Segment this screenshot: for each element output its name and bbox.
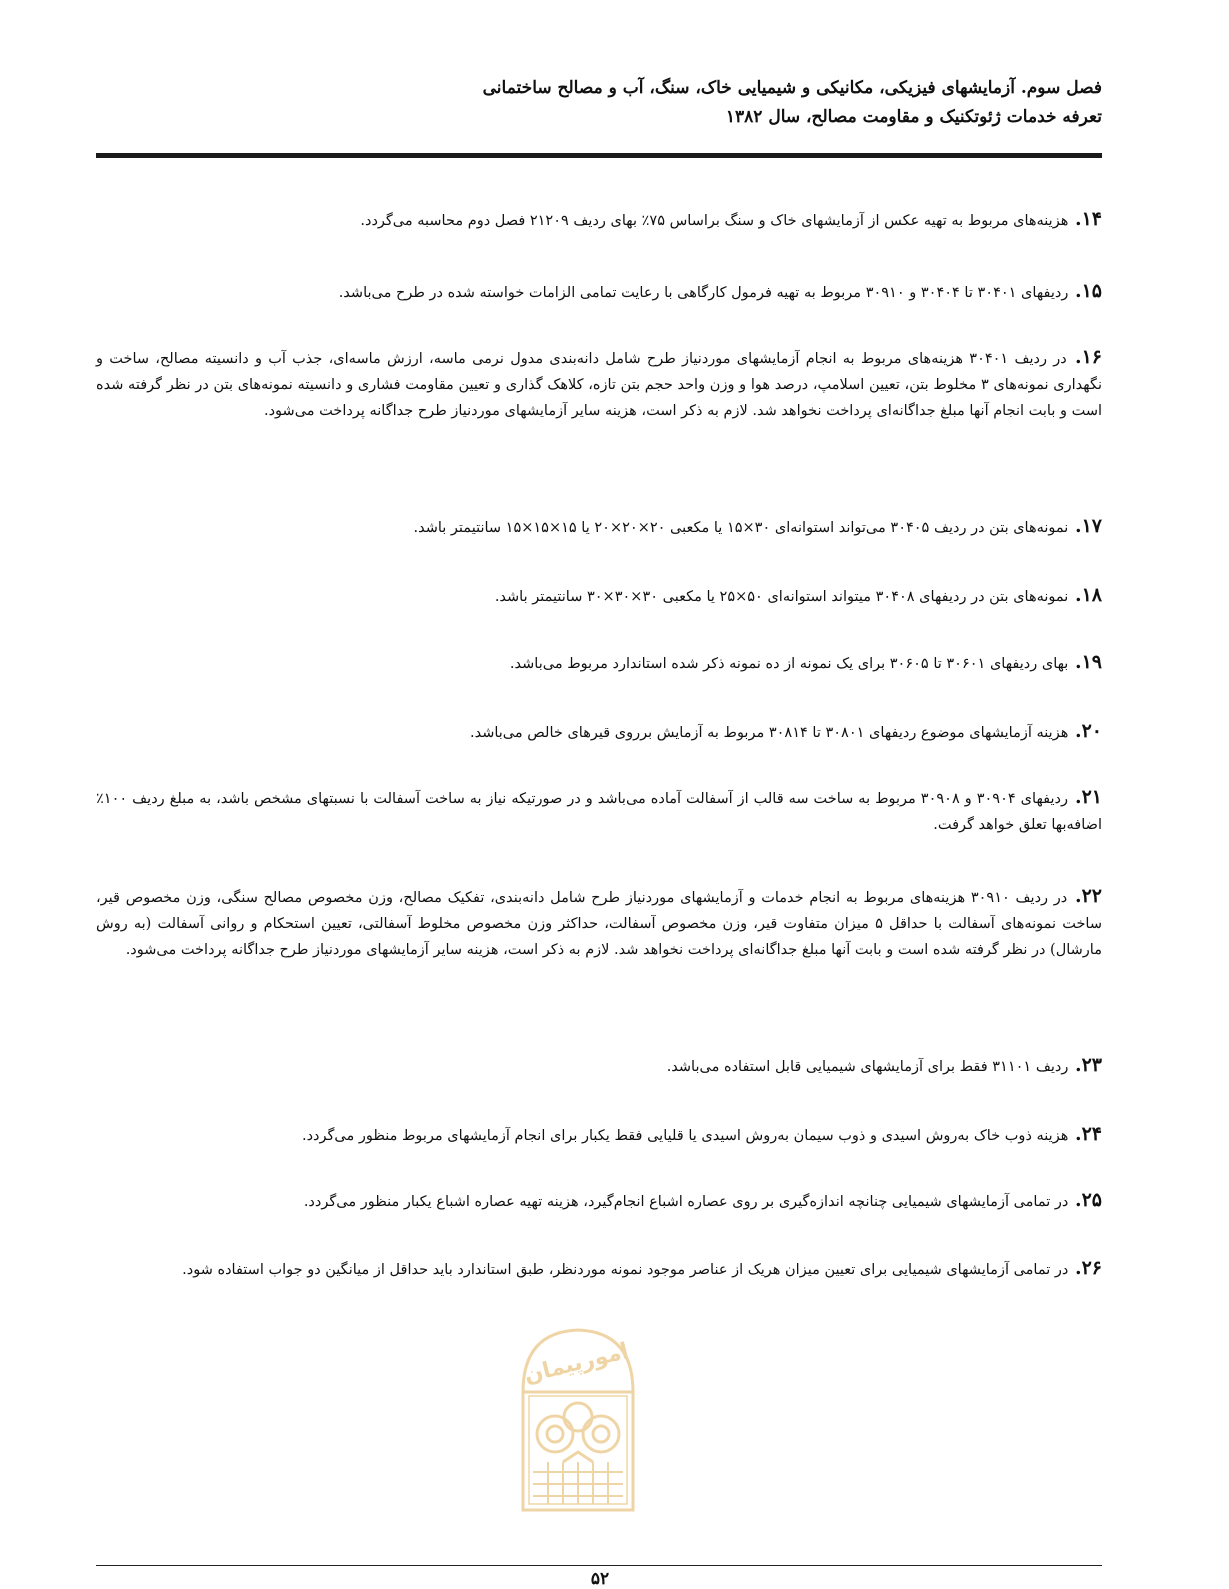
note-number: ۱۷. [1074,515,1102,537]
note-text: نمونه‌های بتن در ردیف ۳۰۴۰۵ می‌تواند استوانه‌ای ۳۰×۱۵ یا مکعبی ۲۰×۲۰×۲۰ یا ۱۵×۱۵×۱۵ سانتیمتر باشد. [413,520,1069,536]
note-21 [96,784,1102,838]
scale-icon [563,1452,593,1462]
gear-icon [537,1416,573,1452]
note-25 [96,1187,1102,1215]
note-number: ۱۸. [1074,584,1102,606]
note-number: ۱۹. [1074,651,1102,673]
gear-hub-icon [593,1426,609,1442]
note-22 [96,883,1102,963]
note-number: ۱۶. [1074,346,1103,368]
note-26 [96,1255,1102,1283]
note-number: ۲۰. [1074,720,1102,742]
note-text: در تمامی آزمایشهای شیمیایی چنانچه اندازه‌گیری بر روی عصاره اشباع انجام‌گیرد، هزینه تهیه عصاره اشباع یکبار منظور می‌گردد. [303,1194,1069,1210]
note-text: هزینه آزمایشهای موضوع ردیفهای ۳۰۸۰۱ تا ۳۰۸۱۴ مربوط به آزمایش برروی قیرهای خالص می‌باشد. [469,725,1069,741]
note-18 [96,582,1102,610]
note-text: نمونه‌های بتن در ردیفهای ۳۰۴۰۸ میتواند استوانه‌ای ۵۰×۲۵ یا مکعبی ۳۰×۳۰×۳۰ سانتیمتر باشد. [494,589,1069,605]
note-20 [96,718,1102,746]
note-number: ۲۴. [1074,1123,1102,1145]
note-number: ۲۱. [1074,786,1103,808]
note-text: ردیف ۳۱۱۰۱ فقط برای آزمایشهای شیمیایی قابل استفاده می‌باشد. [666,1059,1069,1075]
note-23 [96,1052,1102,1080]
note-number: ۲۵. [1074,1189,1102,1211]
note-14 [96,206,1102,234]
note-24 [96,1121,1102,1149]
note-text: در ردیف ۳۰۴۰۱ هزینه‌های مربوط به انجام آزمایشهای موردنیاز طرح شامل دانه‌بندی مدول نرمی ماسه، ارزش ماسه‌ای، جذب آب و دانسیته مصالح، ساخت و نگهداری نمونه‌های ۳ مخلوط بتن، تعیین اسلامپ، درصد هوا و وزن واحد حجم بتن تازه، کلاهک گذاری و تعیین مقاومت فشاری و دانسیته نمونه‌های بتن در نظر گرفته شده است و بابت انجام آنها مبلغ جداگانه‌ای پرداخت نخواهد شد. لازم به ذکر است، هزینه سایر آزمایشهای موردنیاز طرح جداگانه پرداخت می‌شود. [96,351,1102,419]
note-text: هزینه‌های مربوط به تهیه عکس از آزمایشهای خاک و سنگ براساس ۷۵٪ بهای ردیف ۲۱۲۰۹ فصل دوم محاسبه می‌گردد. [360,213,1069,229]
grid-pattern-icon [533,1462,623,1504]
chapter-title: فصل سوم. آزمایشهای فیزیکی، مکانیکی و شیمیایی خاک، سنگ، آب و مصالح ساختمانی [482,78,1102,98]
gear-icon [564,1403,592,1431]
note-text: ردیفهای ۳۰۹۰۴ و ۳۰۹۰۸ مربوط به ساخت سه قالب از آسفالت آماده می‌باشد و در صورتیکه نیاز به ساخت آسفالت با نسبتهای مشخص باشد، به مبلغ ردیف ۱۰۰٪ اضافه‌بها تعلق خواهد گرفت. [96,791,1102,833]
note-16 [96,344,1102,424]
note-text: ردیفهای ۳۰۴۰۱ تا ۳۰۴۰۴ و ۳۰۹۱۰ مربوط به تهیه فرمول کارگاهی با رعایت تمامی الزامات خواسته شده در طرح می‌باشد. [338,285,1069,301]
note-number: ۲۲. [1074,885,1102,907]
page-number: ۵۲ [590,1569,610,1589]
note-number: ۲۶. [1074,1257,1102,1279]
note-text: هزینه ذوب خاک به‌روش اسیدی و ذوب سیمان به‌روش اسیدی یا قلیایی فقط یکبار برای انجام آزمایشهای مربوط منظور می‌گردد. [301,1128,1069,1144]
watermark-logo [503,1322,653,1518]
note-number: ۱۴. [1074,208,1102,230]
note-text: در ردیف ۳۰۹۱۰ هزینه‌های مربوط به انجام خدمات و آزمایشهای موردنیاز طرح شامل دانه‌بندی، تفکیک مصالح، وزن مخصوص مصالح سنگی، وزن مخصوص قیر، ساخت نمونه‌های آسفالت با حداقل ۵ میزان متفاوت قیر، وزن مخصوص آسفالت، حداکثر وزن مخصوص مخلوط آسفالتی، تعیین استحکام و روانی آسفالت (به روش مارشال) در نظر گرفته شده است و بابت آنها مبلغ جداگانه‌ای پرداخت نخواهد شد. لازم به ذکر است، هزینه سایر آزمایشهای موردنیاز طرح جداگانه پرداخت می‌شود. [96,890,1102,958]
page-header [96,74,1102,132]
note-text: در تمامی آزمایشهای شیمیایی برای تعیین میزان هریک از عناصر موجود نمونه موردنظر، طبق استاندارد باید حداقل از میانگین دو جواب استفاده شود. [182,1262,1069,1278]
watermark-text: امورپیمان [521,1338,632,1389]
gear-icon [583,1416,619,1452]
note-19 [96,649,1102,677]
footer-divider [96,1565,1102,1566]
note-number: ۲۳. [1074,1054,1102,1076]
document-title: تعرفه خدمات ژئوتکنیک و مقاومت مصالح، سال ۱۳۸۲ [725,107,1102,127]
header-divider [96,153,1102,158]
note-text: بهای ردیفهای ۳۰۶۰۱ تا ۳۰۶۰۵ برای یک نمونه از ده نمونه ذکر شده استاندارد مربوط می‌باشد. [509,656,1069,672]
note-17 [96,513,1102,541]
note-number: ۱۵. [1074,280,1102,302]
gear-hub-icon [547,1426,563,1442]
note-15 [96,278,1102,306]
